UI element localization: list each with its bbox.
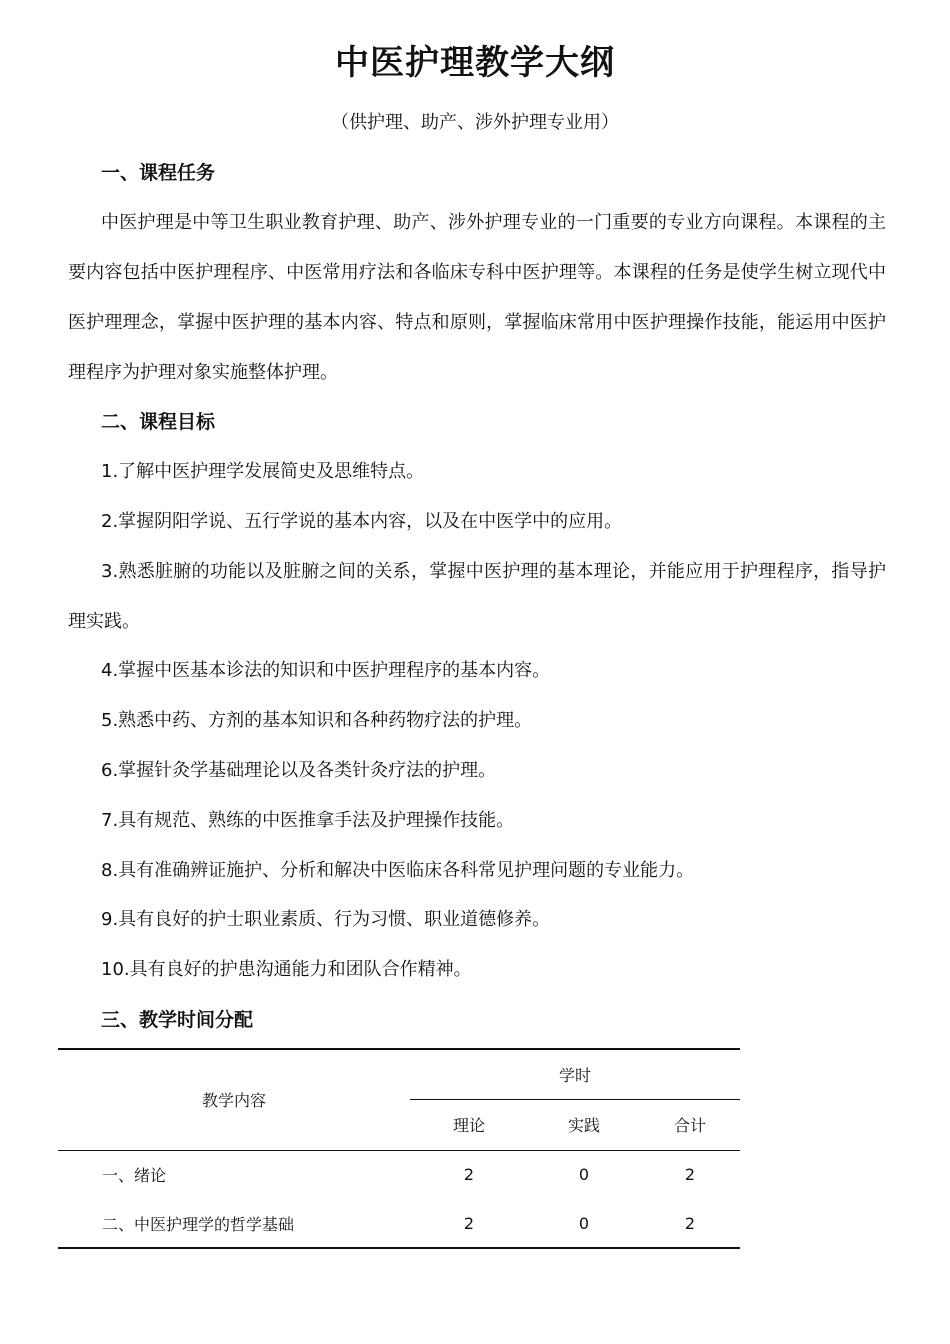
row-total: 2 <box>640 1199 740 1248</box>
row-practice: 0 <box>528 1199 640 1248</box>
goal-item-1: 1.了解中医护理学发展简史及思维特点。 <box>101 461 425 482</box>
goal-item-4: 4.掌握中医基本诊法的知识和中医护理程序的基本内容。 <box>101 660 551 681</box>
header-total: 合计 <box>673 1116 706 1135</box>
table-row <box>58 1199 740 1248</box>
table-row <box>58 1150 740 1199</box>
section-heading-course-goals: 二、课程目标 <box>101 411 216 433</box>
header-practice: 实践 <box>567 1116 600 1135</box>
table-header-row <box>58 1049 740 1099</box>
row-content: 二、中医护理学的哲学基础 <box>58 1199 410 1248</box>
goal-item-3: 3.熟悉脏腑的功能以及脏腑之间的关系，掌握中医护理的基本理论，并能应用于护理程序，指导护理实践。 <box>68 561 886 632</box>
goal-item-9: 9.具有良好的护士职业素质、行为习惯、职业道德修养。 <box>101 909 551 930</box>
header-hours: 学时 <box>410 1049 740 1099</box>
row-practice: 0 <box>578 1165 590 1185</box>
goal-item-5: 5.熟悉中药、方剂的基本知识和各种药物疗法的护理。 <box>101 710 533 731</box>
header-theory: 理论 <box>452 1116 485 1135</box>
goal-item-6: 6.掌握针灸学基础理论以及各类针灸疗法的护理。 <box>101 760 497 781</box>
course-task-paragraph: 中医护理是中等卫生职业教育护理、助产、涉外护理专业的一门重要的专业方向课程。本课程的主要内容包括中医护理程序、中医常用疗法和各临床专科中医护理等。本课程的任务是使学生树立现代中医护理理念，掌握中医护理的基本内容、特点和原则，掌握临床常用中医护理操作技能，能运用中医护理程序为护理对象实施整体护理。 <box>68 212 886 383</box>
time-allocation-table <box>58 1048 740 1249</box>
goal-item-8: 8.具有准确辨证施护、分析和解决中医临床各科常见护理问题的专业能力。 <box>101 860 695 881</box>
header-teaching-content: 教学内容 <box>58 1049 410 1150</box>
goal-item-2: 2.掌握阴阳学说、五行学说的基本内容，以及在中医学中的应用。 <box>101 511 623 532</box>
row-theory: 2 <box>463 1165 475 1185</box>
goal-item-10: 10.具有良好的护患沟通能力和团队合作精神。 <box>101 959 472 980</box>
document-subtitle: （供护理、助产、涉外护理专业用） <box>331 112 619 133</box>
goal-item-7: 7.具有规范、熟练的中医推拿手法及护理操作技能。 <box>101 810 515 831</box>
row-theory: 2 <box>410 1199 528 1248</box>
section-heading-time-allocation: 三、教学时间分配 <box>101 1009 254 1031</box>
document-title: 中医护理教学大纲 <box>335 43 615 83</box>
section-heading-course-task: 一、课程任务 <box>101 162 216 184</box>
row-total: 2 <box>684 1165 696 1185</box>
row-content: 一、绪论 <box>102 1166 167 1186</box>
